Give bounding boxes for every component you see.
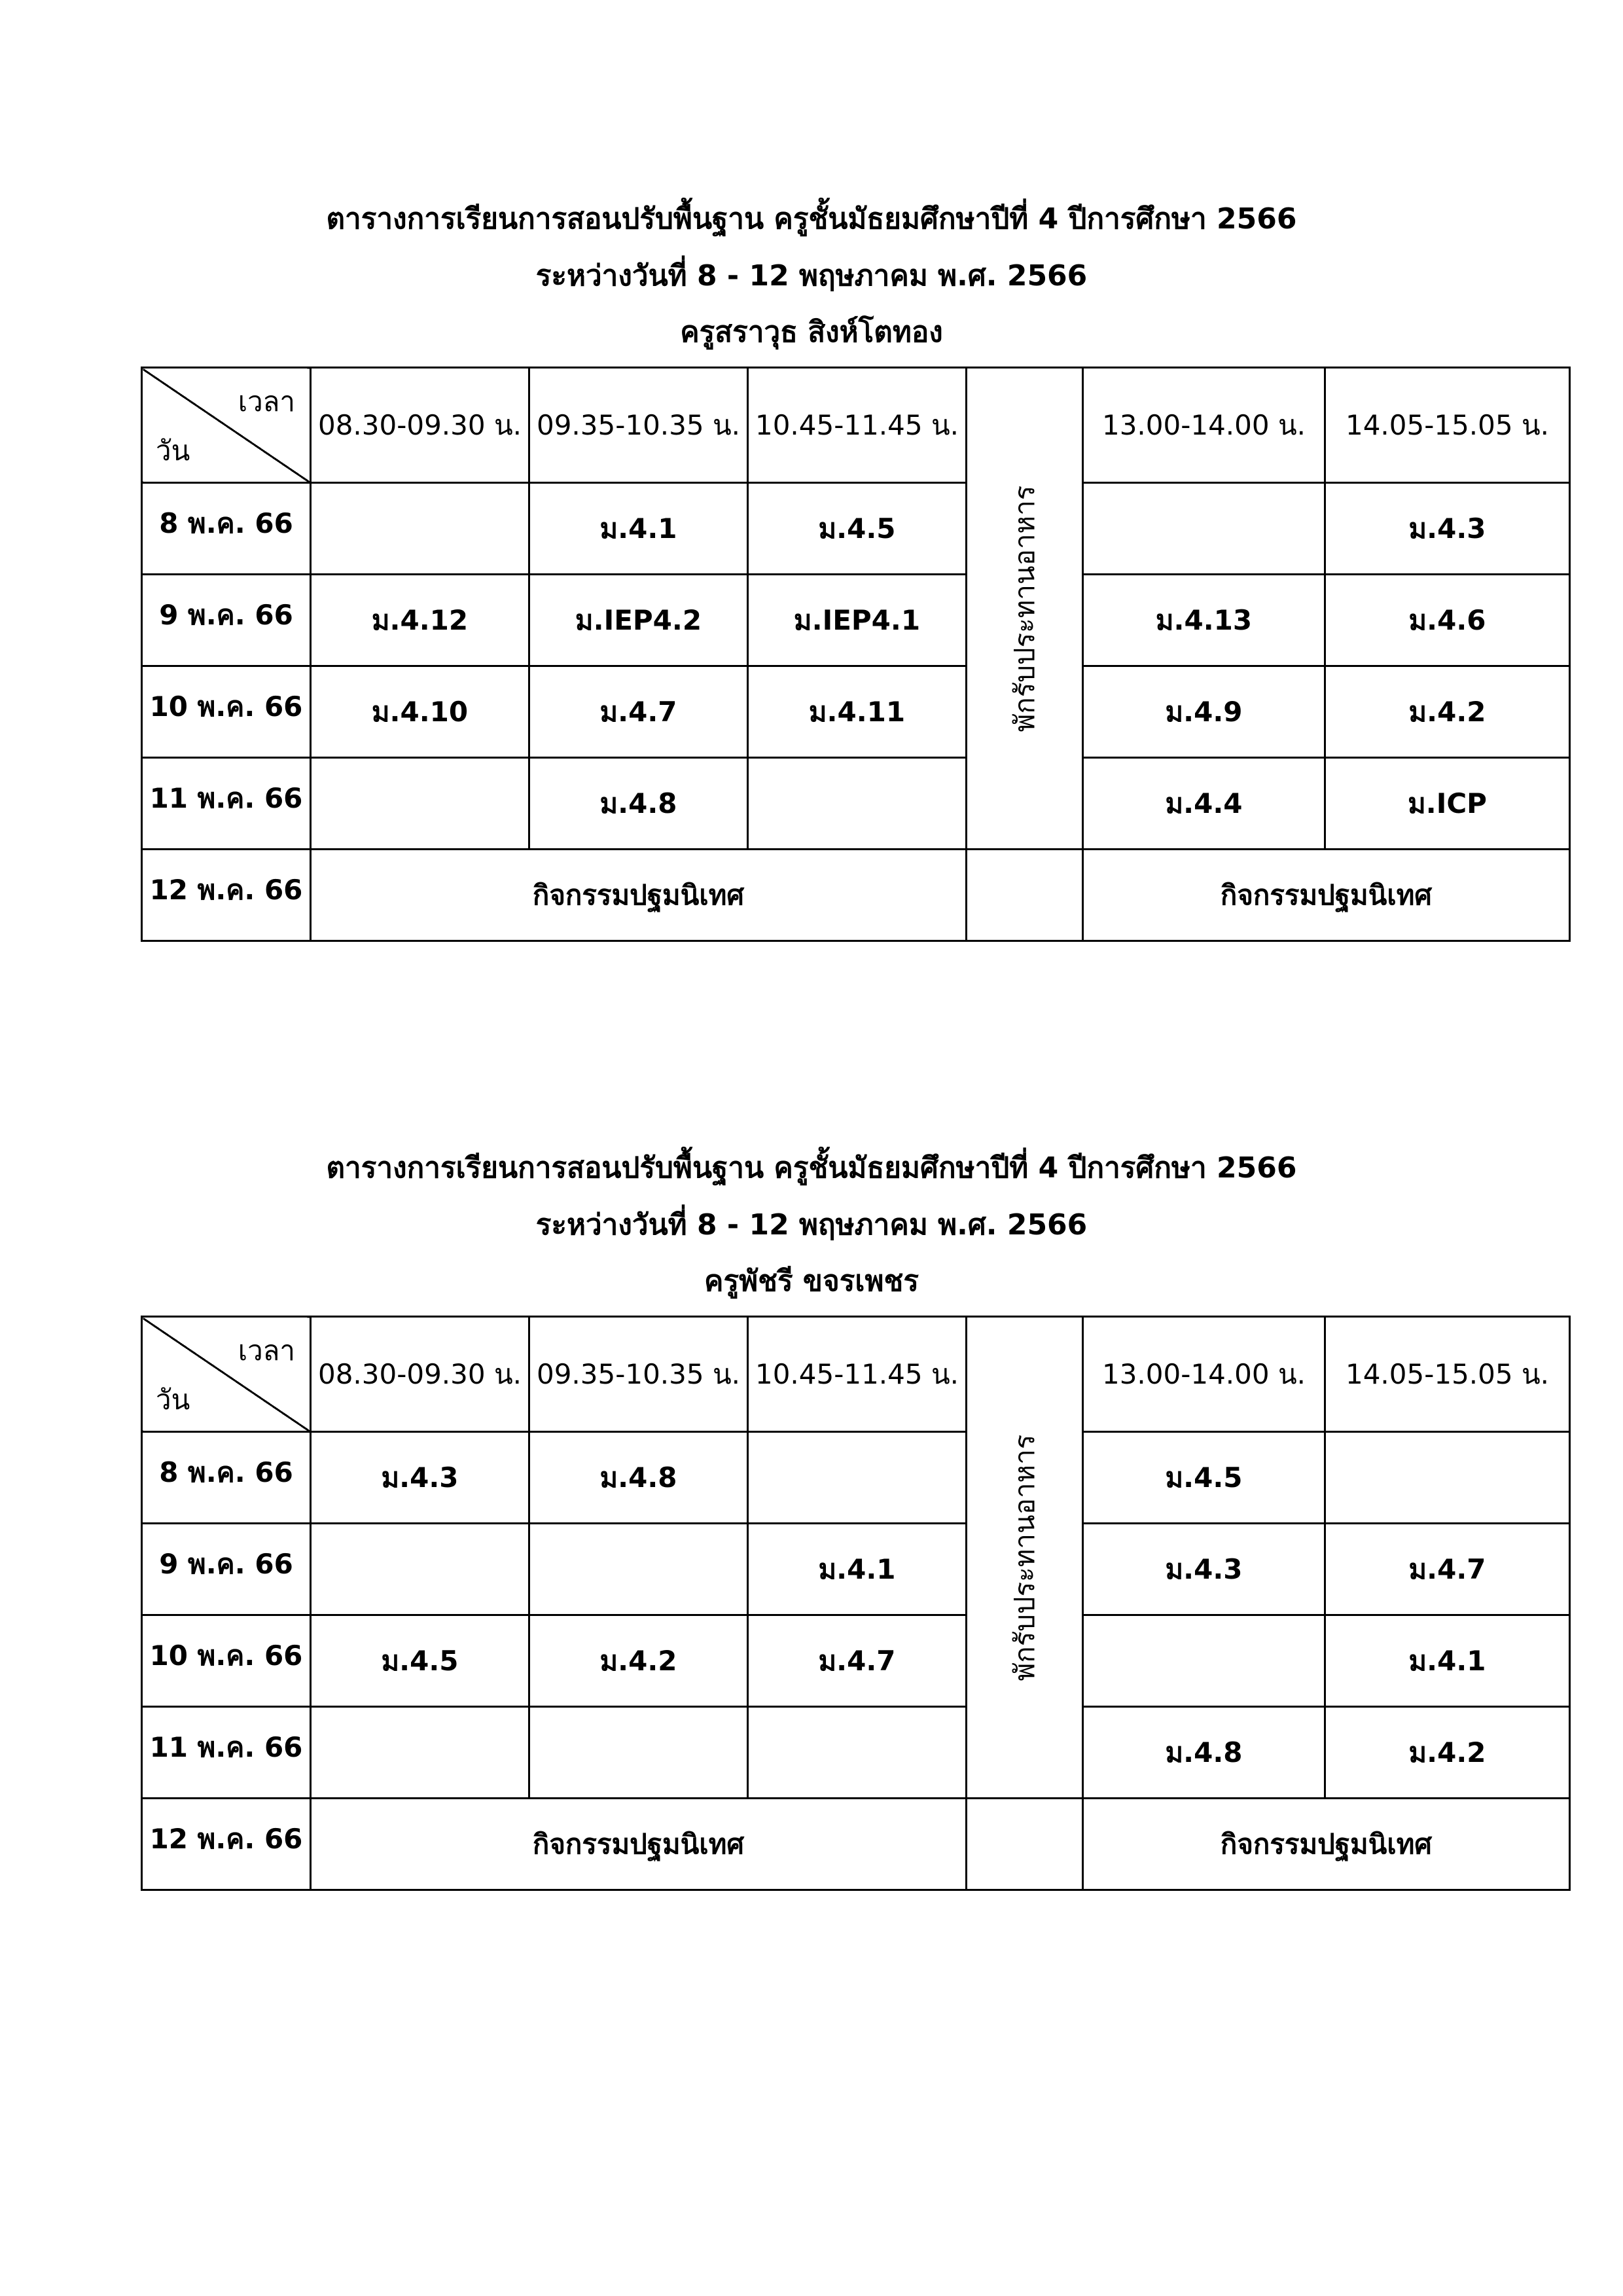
day-cell: 8 พ.ค. 66 [142,1432,311,1524]
class-cell [311,1524,529,1615]
class-cell: ม.4.2 [1325,666,1570,758]
table-row [142,1432,1570,1524]
class-cell: ม.4.3 [1083,1524,1325,1615]
class-cell: ม.4.11 [748,666,967,758]
class-cell: ม.4.7 [748,1615,967,1707]
corner-day-label: วัน [156,1384,190,1416]
class-cell [748,1707,967,1799]
table-row [142,575,1570,666]
class-cell: ม.IEP4.1 [748,575,967,666]
class-cell [529,1524,748,1615]
class-cell [1083,483,1325,575]
table-row [142,1615,1570,1707]
table-row [142,1707,1570,1799]
class-cell: ม.4.8 [529,1432,748,1524]
class-cell: ม.4.4 [1083,758,1325,850]
class-cell [1083,1615,1325,1707]
schedule-date-range: ระหว่างวันที่ 8 - 12 พฤษภาคม พ.ศ. 2566 [535,1208,1088,1242]
table-row [142,758,1570,850]
table-row [142,1799,1570,1890]
time-slot-header: 13.00-14.00 น. [1083,368,1325,483]
time-slot-header: 09.35-10.35 น. [529,1317,748,1432]
teacher-name: ครูพัชรี ขจรเพชร [704,1265,919,1298]
time-slot-header: 10.45-11.45 น. [748,368,967,483]
table-row [142,483,1570,575]
orientation-activity-morning: กิจกรรมปฐมนิเทศ [311,850,967,941]
table-row [142,1524,1570,1615]
class-cell [311,483,529,575]
class-cell: ม.4.5 [748,483,967,575]
lunch-break-cell [967,1317,1083,1799]
day-cell: 12 พ.ค. 66 [142,850,311,941]
class-cell: ม.4.1 [1325,1615,1570,1707]
lunch-empty-cell [967,1799,1083,1890]
class-cell [311,758,529,850]
class-cell: ม.4.12 [311,575,529,666]
day-cell: 10 พ.ค. 66 [142,666,311,758]
class-cell: ม.4.2 [529,1615,748,1707]
corner-time-label: เวลา [238,386,295,418]
schedule-date-range: ระหว่างวันที่ 8 - 12 พฤษภาคม พ.ศ. 2566 [535,259,1088,293]
class-cell: ม.4.7 [529,666,748,758]
class-cell: ม.4.8 [1083,1707,1325,1799]
day-cell: 12 พ.ค. 66 [142,1799,311,1890]
schedule-table [141,1316,1571,1891]
class-cell [748,758,967,850]
class-cell [529,1707,748,1799]
time-slot-header: 14.05-15.05 น. [1325,368,1570,483]
time-slot-header: 13.00-14.00 น. [1083,1317,1325,1432]
class-cell: ม.4.9 [1083,666,1325,758]
table-row [142,850,1570,941]
corner-day-label: วัน [156,435,190,467]
schedule-title: ตารางการเรียนการสอนปรับพื้นฐาน ครูชั้นมัธยมศึกษาปีที่ 4 ปีการศึกษา 2566 [326,1151,1297,1185]
day-cell: 11 พ.ค. 66 [142,1707,311,1799]
lunch-break-cell [967,368,1083,850]
table-row [142,666,1570,758]
time-slot-header: 14.05-15.05 น. [1325,1317,1570,1432]
class-cell [1325,1432,1570,1524]
orientation-activity-afternoon: กิจกรรมปฐมนิเทศ [1083,850,1570,941]
schedule-table [141,367,1571,942]
class-cell: ม.4.3 [311,1432,529,1524]
day-cell: 9 พ.ค. 66 [142,1524,311,1615]
time-slot-header: 08.30-09.30 น. [311,1317,529,1432]
teacher-name: ครูสราวุธ สิงห์โตทอง [680,315,943,349]
time-slot-header: 09.35-10.35 น. [529,368,748,483]
class-cell [311,1707,529,1799]
class-cell: ม.4.8 [529,758,748,850]
class-cell: ม.4.13 [1083,575,1325,666]
class-cell: ม.4.5 [311,1615,529,1707]
orientation-activity-afternoon: กิจกรรมปฐมนิเทศ [1083,1799,1570,1890]
day-cell: 9 พ.ค. 66 [142,575,311,666]
class-cell: ม.4.1 [748,1524,967,1615]
table-header-row [142,1317,1570,1432]
day-cell: 11 พ.ค. 66 [142,758,311,850]
day-cell: 8 พ.ค. 66 [142,483,311,575]
day-cell: 10 พ.ค. 66 [142,1615,311,1707]
lunch-empty-cell [967,850,1083,941]
time-slot-header: 10.45-11.45 น. [748,1317,967,1432]
class-cell: ม.4.2 [1325,1707,1570,1799]
lunch-break-label: พักรับประทานอาหาร [1008,485,1041,732]
time-slot-header: 08.30-09.30 น. [311,368,529,483]
lunch-break-label: พักรับประทานอาหาร [1008,1434,1041,1681]
orientation-activity-morning: กิจกรรมปฐมนิเทศ [311,1799,967,1890]
class-cell: ม.4.1 [529,483,748,575]
class-cell: ม.4.5 [1083,1432,1325,1524]
class-cell [748,1432,967,1524]
class-cell: ม.4.6 [1325,575,1570,666]
corner-time-label: เวลา [238,1335,295,1367]
corner-cell [142,1317,311,1432]
class-cell: ม.4.10 [311,666,529,758]
class-cell: ม.4.7 [1325,1524,1570,1615]
class-cell: ม.4.3 [1325,483,1570,575]
schedule-title: ตารางการเรียนการสอนปรับพื้นฐาน ครูชั้นมัธยมศึกษาปีที่ 4 ปีการศึกษา 2566 [326,202,1297,236]
class-cell: ม.IEP4.2 [529,575,748,666]
corner-cell [142,368,311,483]
class-cell: ม.ICP [1325,758,1570,850]
table-header-row [142,368,1570,483]
